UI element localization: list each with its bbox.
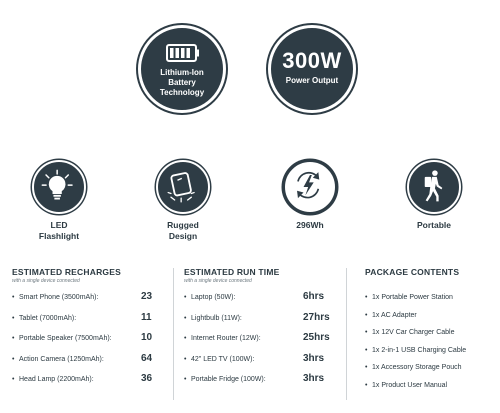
item-value: 36 <box>141 373 153 384</box>
battery-line-3: Technology <box>159 88 205 97</box>
power-output-badge <box>268 25 356 113</box>
item-value: 6hrs <box>303 291 325 302</box>
feature-label <box>394 220 474 231</box>
item-value: 3hrs <box>303 373 325 384</box>
power-output-label: Power Output <box>285 76 339 85</box>
list-item <box>184 292 328 313</box>
bullet: • <box>12 355 15 363</box>
column-divider <box>346 268 347 400</box>
item-value: 23 <box>141 291 153 302</box>
item-label: 1x 2-in-1 USB Charging Cable <box>372 346 467 354</box>
feature-label-line: Portable <box>416 220 451 230</box>
column-divider <box>173 268 174 400</box>
bullet: • <box>365 346 368 354</box>
item-value: 10 <box>141 332 153 343</box>
item-label: 42" LED TV (100W): <box>191 355 255 363</box>
item-label: 1x Portable Power Station <box>372 294 453 301</box>
list-item <box>12 354 162 375</box>
feature-led-flashlight <box>19 160 99 242</box>
list-item <box>365 362 495 380</box>
feature-rugged-design <box>143 160 223 242</box>
feature-label <box>19 220 99 242</box>
bullet: • <box>184 376 187 383</box>
feature-label-line: Flashlight <box>38 231 80 241</box>
list-item <box>365 345 495 363</box>
bullet: • <box>184 314 187 322</box>
bullet: • <box>12 294 15 301</box>
recharges-list <box>12 292 162 395</box>
lightbulb-icon <box>34 162 84 212</box>
package-list <box>365 292 495 397</box>
item-label: Tablet (7000mAh): <box>19 314 77 322</box>
bullet: • <box>184 294 187 301</box>
feature-icon-circle <box>32 160 86 214</box>
item-value: 25hrs <box>303 332 330 343</box>
feature-label <box>143 220 223 242</box>
list-item <box>184 374 328 395</box>
list-item <box>365 380 495 398</box>
item-label: Action Camera (1250mAh): <box>19 355 104 363</box>
item-label: Portable Fridge (100W): <box>191 376 266 383</box>
battery-technology-badge <box>138 25 226 113</box>
power-output-value: 300W <box>282 48 342 73</box>
list-item <box>184 333 328 354</box>
bullet: • <box>12 335 15 342</box>
item-label: Laptop (50W): <box>191 294 236 301</box>
list-item <box>365 327 495 345</box>
feature-label <box>270 220 350 231</box>
list-item <box>12 333 162 354</box>
section-title: ESTIMATED RUN TIME <box>184 267 280 277</box>
list-item <box>365 292 495 310</box>
feature-label-line: 296Wh <box>296 220 324 230</box>
feature-icon-circle <box>156 160 210 214</box>
item-label: Internet Router (12W): <box>191 335 261 342</box>
item-value: 27hrs <box>303 311 330 323</box>
recharge-cycle-icon <box>285 162 335 212</box>
feature-portable <box>394 160 474 231</box>
feature-icon-circle <box>407 160 461 214</box>
bullet: • <box>184 355 187 363</box>
feature-label-line: LED <box>50 220 68 230</box>
bullet: • <box>365 311 368 319</box>
item-value: 64 <box>141 352 153 364</box>
package-contents-section <box>365 267 495 397</box>
battery-icon <box>166 44 200 62</box>
item-label: 1x 12V Car Charger Cable <box>372 329 455 336</box>
feature-label-line: Design <box>168 231 198 241</box>
item-label: 1x Accessory Storage Pouch <box>372 364 462 371</box>
hiker-icon <box>409 162 459 212</box>
list-item <box>12 313 162 334</box>
list-item <box>12 374 162 395</box>
feature-label-line: Rugged <box>167 220 199 230</box>
feature-capacity <box>270 160 350 231</box>
list-item <box>184 313 328 334</box>
item-label: Portable Speaker (7500mAh): <box>19 335 112 342</box>
feature-icon-circle <box>283 160 337 214</box>
bullet: • <box>365 381 368 389</box>
bullet: • <box>365 364 368 371</box>
rugged-shield-icon <box>158 162 208 212</box>
battery-badge-text <box>141 68 223 98</box>
battery-line-1: Lithium-Ion <box>160 68 204 77</box>
bullet: • <box>184 335 187 342</box>
item-value: 11 <box>141 311 152 323</box>
section-subtitle: with a single device connected <box>184 278 252 284</box>
section-title: PACKAGE CONTENTS <box>365 267 460 277</box>
list-item <box>12 292 162 313</box>
bullet: • <box>365 329 368 336</box>
item-label: Lightbulb (11W): <box>191 314 242 322</box>
runtime-list <box>184 292 328 395</box>
section-title: ESTIMATED RECHARGES <box>12 267 121 277</box>
estimated-recharges-section <box>12 267 162 395</box>
bullet: • <box>365 294 368 301</box>
estimated-run-time-section <box>184 267 328 395</box>
section-subtitle: with a single device connected <box>12 278 80 284</box>
battery-line-2: Battery <box>168 78 196 87</box>
item-label: Smart Phone (3500mAh): <box>19 294 99 301</box>
item-value: 3hrs <box>303 352 325 364</box>
list-item <box>184 354 328 375</box>
bullet: • <box>12 376 15 383</box>
bullet: • <box>12 314 15 322</box>
list-item <box>365 310 495 328</box>
item-label: 1x AC Adapter <box>372 311 417 319</box>
item-label: 1x Product User Manual <box>372 381 448 389</box>
item-label: Head Lamp (2200mAh): <box>19 376 94 383</box>
